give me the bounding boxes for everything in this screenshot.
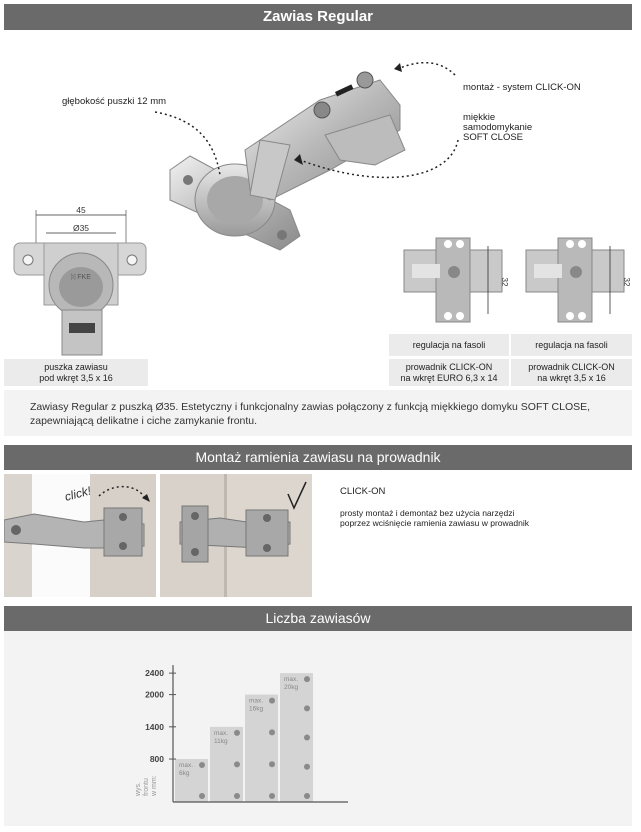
description-line-2: zapewniającą delikatne i ciche zamykanie frontu.	[30, 415, 258, 427]
chart-step-weight-label: 16kg	[249, 705, 264, 713]
chart-hinge-dot	[269, 729, 275, 735]
cup-logo: ᛞ FKE	[71, 274, 91, 281]
chart-panel	[4, 631, 632, 826]
plate-1-caption-line-1: prowadnik CLICK-ON	[405, 361, 493, 372]
click-text: click!	[63, 483, 93, 504]
hinge-count-chart	[4, 631, 632, 826]
click-on-text-2: poprzez wciśnięcie ramienia zawiasu w prowadnik	[340, 518, 529, 528]
chart-hinge-dot	[199, 762, 205, 768]
mounting-plate-1	[398, 230, 510, 330]
soft-close-label-3: SOFT CLOSE	[463, 132, 524, 143]
chart-y-axis-label: w mm:	[151, 775, 158, 796]
mount-label: montaż - system CLICK-ON	[463, 82, 581, 93]
section-header-hinge: Zawias Regular	[4, 4, 632, 30]
chart-step-max-label: max.	[214, 729, 229, 737]
plate-1-dim: 32	[500, 277, 509, 287]
depth-label: głębokość puszki 12 mm	[62, 96, 167, 107]
section-header-hinge-count: Liczba zawiasów	[4, 606, 632, 631]
chart-hinge-dot	[304, 735, 310, 741]
plate-2-caption	[511, 359, 632, 386]
chart-hinge-dot	[234, 793, 240, 799]
cup-caption-line-2: pod wkręt 3,5 x 16	[39, 372, 113, 383]
cup-diagram	[4, 205, 154, 357]
leader-arrows	[150, 50, 470, 200]
click-on-heading: CLICK-ON	[340, 486, 386, 497]
chart-hinge-dot	[199, 793, 205, 799]
plate-2-header-text: regulacja na fasoli	[535, 339, 608, 350]
cup-caption-line-1: puszka zawiasu	[44, 361, 108, 372]
chart-hinge-dot	[304, 705, 310, 711]
cup-caption	[4, 359, 148, 386]
plate-1-header	[389, 334, 509, 356]
dim-35-label: Ø35	[72, 223, 90, 233]
chart-step-max-label: max.	[179, 762, 194, 770]
plate-2-caption-line-2: na wkręt 3,5 x 16	[537, 372, 606, 383]
plate-1-header-text: regulacja na fasoli	[412, 339, 486, 350]
chart-hinge-dot	[234, 730, 240, 736]
chart-step-weight-label: 11kg	[214, 737, 228, 745]
soft-close-label-1: miękkie	[463, 112, 496, 123]
chart-hinge-dot	[269, 761, 275, 767]
description-box	[4, 390, 632, 436]
click-on-text-1: prosty montaż i demontaż bez użycia narzędzi	[340, 508, 515, 518]
plate-2-dim: 32	[622, 277, 631, 287]
chart-y-tick-label: 800	[149, 754, 164, 765]
chart-step-weight-label: 20kg	[284, 684, 299, 692]
section-header-mounting: Montaż ramienia zawiasu na prowadnik	[4, 445, 632, 470]
chart-step-max-label: max.	[284, 676, 299, 684]
chart-hinge-dot	[304, 764, 310, 770]
chart-hinge-dot	[234, 761, 240, 767]
chart-y-tick-label: 2400	[145, 668, 164, 679]
chart-y-tick-label: 2000	[145, 689, 164, 700]
description-line-1: Zawiasy Regular z puszką Ø35. Estetyczny i funkcjonalny zawias połączony z funkcją miękkiego domyku SOFT CLOSE,	[30, 401, 591, 413]
chart-hinge-dot	[304, 793, 310, 799]
dim-45-label: 45	[76, 205, 86, 215]
mounted-photo	[160, 474, 312, 597]
plate-1-caption-line-2: na wkręt EURO 6,3 x 14	[400, 372, 498, 383]
chart-step-weight-label: 6kg	[179, 770, 190, 778]
plate-2-caption-line-1: prowadnik CLICK-ON	[528, 361, 615, 372]
chart-y-tick-label: 1400	[145, 721, 164, 732]
chart-y-axis-label: wys.	[135, 782, 142, 796]
plate-1-caption	[389, 359, 509, 386]
click-photo	[4, 474, 156, 597]
mounting-plate-2	[520, 230, 632, 330]
chart-hinge-dot	[269, 793, 275, 799]
chart-hinge-dot	[304, 676, 310, 682]
chart-y-axis-label: frontu	[143, 778, 150, 796]
chart-hinge-dot	[269, 698, 275, 704]
soft-close-label-2: samodomykanie	[463, 122, 533, 133]
plate-2-header	[511, 334, 632, 356]
chart-step-max-label: max.	[249, 697, 264, 705]
